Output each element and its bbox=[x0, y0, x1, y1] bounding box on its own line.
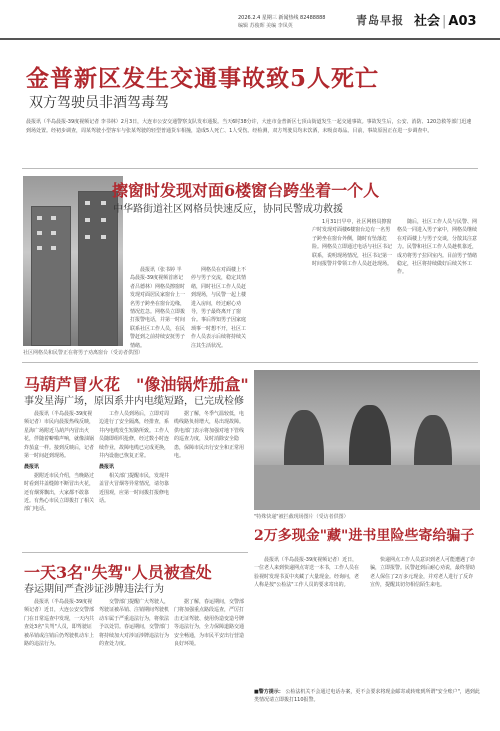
story5-column-2: 交警部门提醒广大驾驶人，驾驶证被吊销、注销期间驾驶机动车属于严重违法行为，将依法予以处罚。春运期间，交警部门将持续加大对涉证涉牌违法行为的查处力度。 bbox=[99, 599, 170, 648]
page-header bbox=[0, 0, 500, 40]
story3-subhead-a: 晨报讯 bbox=[24, 464, 40, 471]
story5-column-1: 晨报讯（半岛晨报-39度视频记者）近日，大连公安交警部门在日常巡查中发现，一天内共查处3名"失驾"人员，即驾驶证被吊销或注销后仍驾驶机动车上路的违法行为。 bbox=[24, 599, 95, 648]
story4-photo-counter bbox=[254, 370, 480, 510]
story3-subhead-b: 晨报讯 bbox=[99, 464, 115, 471]
story3-column-2-text: 工作人员到场后，立即对周边进行了安全隔离，经排查，系井内电缆发生短路所致。工作人员随即组织抢修，经过数小时连续作业，故障电缆已完成更换，井内设施已恢复正常。 bbox=[99, 411, 170, 460]
notice-label: ■警方提示： bbox=[254, 689, 284, 695]
story3-column-2 bbox=[99, 410, 169, 505]
header-date-line: 2026.2.4 星期三 新闻热线 82488888 bbox=[238, 15, 326, 21]
story1-subheadline: 双方驾驶员非酒驾毒驾 bbox=[29, 95, 169, 111]
story3-column-1 bbox=[24, 410, 94, 514]
notice-text: 公检法机关不会通过电话办案，更不会要求将现金邮寄或转账到所谓"安全账户"，遇到此类情况请立即拨打110报警。 bbox=[254, 689, 480, 703]
story1-headline: 金普新区发生交通事故致5人死亡 bbox=[26, 65, 380, 92]
story2-column-3: 1月31日早中，社区网格员擦窗户时发现对面楼6楼窗台边有一名男子跨坐在窗台外侧，随时有坠落危险。网格员立即通过电话与社区书记联系，说明现场情况，社区书记第一时间报警并带领工作人员赶赴现场。 bbox=[312, 219, 393, 268]
police-notice bbox=[254, 688, 480, 704]
counter-desk bbox=[254, 465, 480, 510]
story3-subheadline: 事发星海广场，原因系井内电缆短路，已完成检修 bbox=[24, 396, 244, 407]
story5-headline: 一天3名"失驾"人员被查处 bbox=[24, 563, 212, 582]
story2-subheadline: 中华路街道社区网格员快速反应，协同民警成功救援 bbox=[113, 204, 343, 215]
story2-column-2: 网格员在对面楼上不停与男子交流，稳定其情绪，同时社区工作人员赶到现场，与民警一起上楼进入房间，经过耐心劝导，男子最终离开了窗台。事后得知男子因家庭琐事一时想不开，社区工作人员表示后续将持续关注其生活状况。 bbox=[191, 267, 247, 349]
story3-column-1b-text: 据附近市民介绍，当晚路过时看到井盖缝隙不断冒出火花，还有烟雾飘出，大家都不敢靠近。有热心市民立即拨打了相关部门电话。 bbox=[24, 472, 95, 513]
divider-rule bbox=[22, 552, 248, 553]
section-name: 社会 bbox=[414, 14, 441, 29]
story3-column-1-text: 晨报讯（半岛晨报-39度视频记者）市民向晨报热线反映，星海广场附近马葫芦内冒出火花，伴随着噼啪声响，就像油锅炸茄盒一样。接到反映后，记者第一时间赶到现场。 bbox=[24, 411, 95, 460]
story3-column-3: 据了解，冬季气温较低，电缆线路负荷增大，易出现故障。供电部门表示将加强对地下管线的巡查力度，及时消除安全隐患，保障市民出行安全和正常用电。 bbox=[174, 411, 245, 460]
divider-rule bbox=[22, 362, 478, 363]
story3-headline: 马葫芦冒火花 "像油锅炸茄盒" bbox=[24, 375, 249, 394]
newspaper-logo: 青岛早报 bbox=[356, 14, 404, 27]
story4-headline: 2万多现金"藏"进书里险些寄给骗子 bbox=[254, 528, 475, 544]
story2-headline: 擦窗时发现对面6楼窗台跨坐着一个人 bbox=[112, 181, 380, 200]
story4-column-1: 晨报讯（半岛晨报-39度视频记者）近日，一位老人来到快递网点寄送一本书，工作人员在验视时发现书页中夹藏了大量现金。经询问，老人称是按"公检法"工作人员的要求寄出的。 bbox=[254, 557, 360, 589]
story2-column-1: 晨报讯（张书婷 半岛晨报-39度视频首席记者吕德林）网格员擦窗时发现对面居民家窗台上一名男子跨坐在窗台边缘，情况危急。网格员立即拨打报警电话，并第一时间联系社区工作人员，在民警赶到之前持续安抚男子情绪。 bbox=[130, 267, 186, 349]
story3-column-2b-text: 相关部门提醒市民，发现井盖冒火冒烟等异常情况，请勿靠近围观，应第一时间拨打报修电话。 bbox=[99, 472, 170, 505]
header-editor-line: 编辑 苏俊晖 美编 李凤英 bbox=[238, 23, 293, 29]
story1-body: 晨报讯（半岛晨报-39度视频记者 李书林）2月3日，大连市公安交通警察支队发布通报。当天6时38分许，大连市金普新区七顶山街道发生一起交通事故。事故发生后，公安、消防、120急救等部门迅速到场处置。经初步调查，周某驾驶小型客车与张某驾驶的轻型普通货车相撞，造成5人死亡、1人受伤。经检测，双方驾驶员均未饮酒，未吸食毒品。目前，事故原因正在进一步调查中。 bbox=[26, 119, 472, 134]
page-number: A03 bbox=[448, 14, 477, 29]
building-shape bbox=[78, 191, 118, 346]
divider-rule bbox=[22, 168, 478, 169]
story4-column-2: 快递网点工作人员意识到老人可能遭遇了诈骗，立即报警。民警赶到后耐心劝说，最终帮助老人保住了2万多元现金，并对老人进行了反诈宣传，提醒其切勿相信陌生来电。 bbox=[370, 557, 476, 589]
story2-photo-caption: 社区网格员和民警正在将男子劝离窗台（受访者供图） bbox=[23, 350, 144, 356]
section-label: 社会 | A03 bbox=[414, 14, 477, 29]
building-shape bbox=[31, 206, 71, 346]
story2-photo-buildings bbox=[23, 176, 123, 346]
story4-photo-caption: "特殊快递"被拦截现场图片（受访者供图） bbox=[254, 514, 349, 520]
story5-subheadline: 春运期间严查涉证涉牌违法行为 bbox=[24, 584, 164, 595]
story5-column-3: 据了解，春运期间，交警部门将加强重点路段巡查，严厉打击无证驾驶、使用伪造变造号牌等违法行为，全力保障道路交通安全畅通，为市民平安出行营造良好环境。 bbox=[174, 599, 245, 648]
story2-column-4: 随后，社区工作人员与民警、网格员一同进入男子家中，网格员继续在对面楼上与男子交谈，分散其注意力。民警和社区工作人员趁机靠近，成功将男子拉回室内。目前男子情绪稳定，社区将持续做好后续关怀工作。 bbox=[397, 219, 478, 276]
